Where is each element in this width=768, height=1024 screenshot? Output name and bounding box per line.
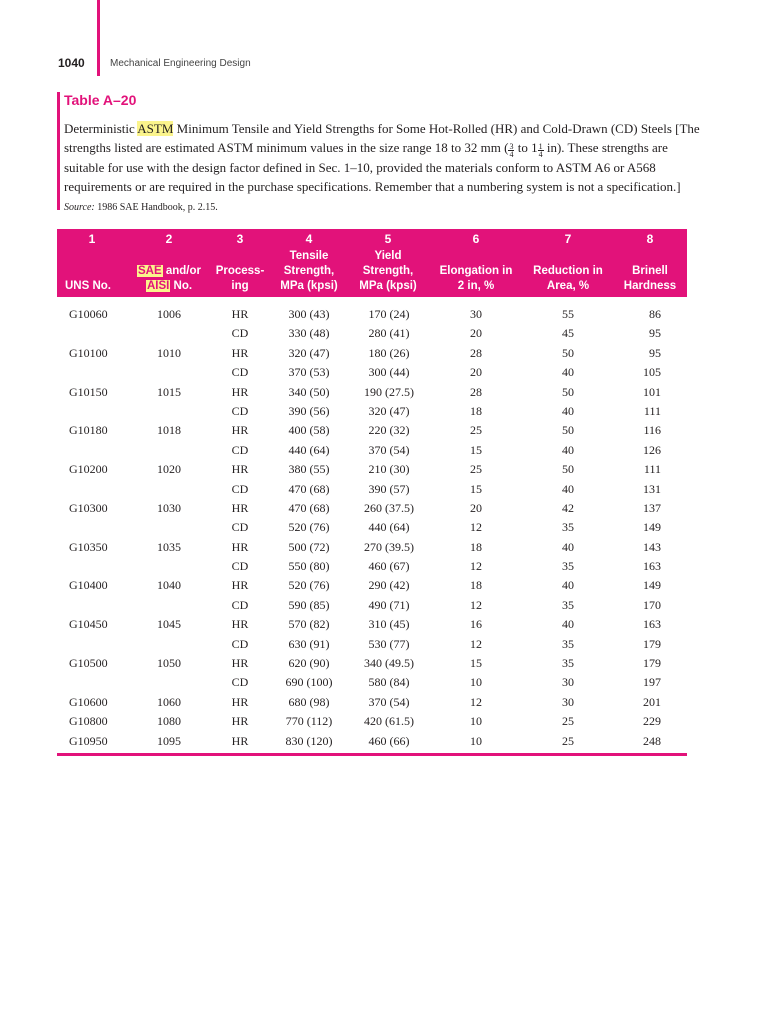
brinell-cell: 95 [649,326,661,341]
table-row [57,538,687,557]
tensile-cell: 320 (47) [288,345,330,360]
tensile-cell: 630 (91) [288,636,330,651]
tensile-cell: 550 (80) [288,559,330,574]
yield-cell: 340 (49.5) [364,656,414,671]
elongation-cell: 18 [470,539,482,554]
reduction-cell: 30 [562,694,574,709]
column-label-line: Tensile [289,250,329,262]
column-label [429,264,523,294]
column-label-line: 2 in, % [457,280,495,292]
column-label-line: Hardness [623,280,677,292]
elongation-cell: 15 [470,481,482,496]
fraction-numerator: 3 [509,142,514,151]
table-row [57,421,687,440]
brinell-cell: 86 [649,307,661,321]
table-row [57,480,687,499]
table-row [57,499,687,518]
reduction-cell: 35 [562,520,574,535]
table-row [57,732,687,751]
elongation-cell: 20 [470,500,482,515]
header-col-uns [57,229,127,297]
elongation-cell: 16 [470,617,482,632]
elongation-cell: 10 [470,714,482,729]
elongation-cell: 28 [470,384,482,399]
reduction-cell: 40 [562,403,574,418]
header-col-yield [347,229,429,297]
processing-cell: HR [231,578,249,593]
column-number: 4 [305,232,313,246]
uns-cell: G10500 [69,656,108,671]
reduction-cell: 45 [562,326,574,341]
tensile-cell: 470 (68) [288,481,330,496]
processing-cell: CD [231,597,249,612]
table-row [57,673,687,692]
uns-cell: G10600 [69,694,108,709]
table-label: Table A–20 [64,92,137,108]
table-row [57,518,687,537]
tensile-cell: 390 (56) [288,403,330,418]
table-row [57,363,687,382]
processing-cell: CD [231,636,249,651]
elongation-cell: 12 [470,636,482,651]
column-number: 8 [646,232,654,246]
column-label-line: MPa (kpsi) [280,280,338,292]
tensile-cell: 380 (55) [288,462,330,477]
tensile-cell: 300 (43) [288,307,330,321]
aisi-highlight: AISI [146,280,170,292]
uns-cell: G10200 [69,462,108,477]
sae-aisi-cell: 1018 [157,423,181,438]
tensile-cell: 330 (48) [288,326,330,341]
elongation-cell: 18 [470,578,482,593]
processing-cell: CD [231,675,249,690]
uns-cell: G10150 [69,384,108,399]
processing-cell: HR [231,384,249,399]
uns-cell: G10100 [69,345,108,360]
brinell-cell: 179 [643,636,661,651]
table-row [57,596,687,615]
sae-aisi-cell: 1050 [157,656,181,671]
yield-cell: 460 (67) [368,559,410,574]
column-number: 6 [472,232,480,246]
column-label [523,264,613,294]
column-number: 1 [88,232,96,246]
sae-aisi-cell: 1045 [157,617,181,632]
processing-cell: CD [231,520,249,535]
processing-cell: HR [231,423,249,438]
column-number: 7 [564,232,572,246]
sae-aisi-cell: 1095 [157,733,181,748]
reduction-cell: 25 [562,733,574,748]
reduction-cell: 35 [562,636,574,651]
elongation-cell: 30 [470,307,482,321]
reduction-cell: 40 [562,481,574,496]
brinell-cell: 149 [643,520,661,535]
processing-cell: HR [231,462,249,477]
table-row [57,693,687,712]
brinell-cell: 111 [643,403,661,418]
brinell-cell: 126 [643,442,661,457]
caption-text-2: Minimum Tensile and Yield Strengths for Some Hot-Rolled (HR) and Cold-Drawn (CD) Steels [The strengths listed are estimated ASTM minimum values in the size range 18 to 32 mm ( [64,121,700,155]
brinell-cell: 163 [643,559,661,574]
caption-source [64,202,218,213]
table-row [57,635,687,654]
sae-aisi-cell: 1015 [157,384,181,399]
fraction-denominator: 4 [509,150,514,159]
column-number: 3 [236,232,244,246]
column-label-line: Elongation in [439,265,513,277]
yield-cell: 580 (84) [368,675,410,690]
elongation-cell: 12 [470,520,482,535]
tensile-cell: 370 (53) [288,365,330,380]
reduction-cell: 35 [562,559,574,574]
brinell-cell: 116 [643,423,661,438]
reduction-cell: 40 [562,365,574,380]
brinell-cell: 105 [643,365,661,380]
table-row [57,460,687,479]
processing-cell: HR [231,714,249,729]
sae-aisi-cell: 1080 [157,714,181,729]
yield-cell: 320 (47) [368,403,410,418]
yield-cell: 460 (66) [368,733,410,748]
column-label [209,264,271,294]
header-col-brinell [613,229,687,297]
tensile-cell: 830 (120) [285,733,333,748]
tensile-cell: 770 (112) [285,714,333,729]
yield-cell: 370 (54) [368,442,410,457]
column-label [57,279,127,294]
column-label [271,249,347,294]
table-row [57,654,687,673]
brinell-cell: 111 [643,462,661,477]
uns-cell: G10060 [69,307,108,321]
yield-cell: 210 (30) [368,462,410,477]
yield-cell: 180 (26) [368,345,410,360]
uns-cell: G10950 [69,733,108,748]
source-text: 1986 SAE Handbook, p. 2.15. [94,202,218,213]
sae-aisi-cell: 1006 [157,307,181,321]
sae-aisi-cell: 1020 [157,462,181,477]
elongation-cell: 25 [470,423,482,438]
brinell-cell: 248 [643,733,661,748]
yield-cell: 300 (44) [368,365,410,380]
sae-aisi-cell: 1040 [157,578,181,593]
elongation-cell: 10 [470,733,482,748]
table-header [57,229,687,297]
yield-cell: 440 (64) [368,520,410,535]
table-row [57,615,687,634]
processing-cell: CD [231,365,249,380]
uns-cell: G10800 [69,714,108,729]
brinell-cell: 101 [643,384,661,399]
elongation-cell: 18 [470,403,482,418]
reduction-cell: 35 [562,656,574,671]
uns-cell: G10400 [69,578,108,593]
yield-cell: 260 (37.5) [364,500,414,515]
column-label-line: No. [170,280,193,292]
brinell-cell: 131 [643,481,661,496]
yield-cell: 290 (42) [368,578,410,593]
caption-highlight: ASTM [137,121,174,136]
elongation-cell: 25 [470,462,482,477]
tensile-cell: 690 (100) [285,675,333,690]
table-caption [64,119,704,217]
processing-cell: CD [231,559,249,574]
running-head: Mechanical Engineering Design [110,58,251,69]
reduction-cell: 35 [562,597,574,612]
brinell-cell: 149 [643,578,661,593]
column-label [347,249,429,294]
brinell-cell: 170 [643,597,661,612]
tensile-cell: 520 (76) [288,578,330,593]
sae-aisi-cell: 1060 [157,694,181,709]
reduction-cell: 50 [562,384,574,399]
processing-cell: HR [231,617,249,632]
table-row [57,305,687,324]
caption-to-text: to 1 [514,140,538,155]
tensile-cell: 590 (85) [288,597,330,612]
caption-side-rule [57,92,60,210]
caption-text-3: in). These strengths are suitable for use with the design factor defined in Sec. 1–10, provided the materials conform to ASTM A6 or A568 requirements or are required in the purchase specifications. Remember that a numbering system is not a specification.] [64,140,681,194]
yield-cell: 280 (41) [368,326,410,341]
elongation-cell: 10 [470,675,482,690]
column-label-line: Yield [374,250,402,262]
column-number: 2 [165,232,173,246]
page-number: 1040 [58,56,85,70]
processing-cell: HR [231,694,249,709]
reduction-cell: 50 [562,345,574,360]
sae-aisi-cell: 1030 [157,500,181,515]
column-label-line: Brinell [632,265,668,277]
elongation-cell: 15 [470,442,482,457]
brinell-cell: 163 [643,617,661,632]
column-label [613,264,687,294]
yield-cell: 310 (45) [368,617,410,632]
processing-cell: HR [231,345,249,360]
column-label-line: Strength, [283,265,335,277]
elongation-cell: 12 [470,694,482,709]
reduction-cell: 40 [562,578,574,593]
fraction-numerator: 1 [538,142,543,151]
yield-cell: 370 (54) [368,694,410,709]
steel-strength-table [57,229,687,756]
column-label-line: Process- [215,265,265,277]
yield-cell: 170 (24) [368,307,410,321]
sae-aisi-cell: 1035 [157,539,181,554]
tensile-cell: 400 (58) [288,423,330,438]
table-row [57,402,687,421]
yield-cell: 190 (27.5) [364,384,414,399]
column-label-line: Reduction in [533,265,603,277]
uns-cell: G10180 [69,423,108,438]
reduction-cell: 30 [562,675,574,690]
header-col-processing [209,229,271,297]
sae-highlight: SAE [138,265,162,277]
yield-cell: 220 (32) [368,423,410,438]
caption-text-1: Deterministic [64,121,138,136]
uns-cell: G10450 [69,617,108,632]
yield-cell: 420 (61.5) [364,714,414,729]
elongation-cell: 20 [470,365,482,380]
column-label-line: MPa (kpsi) [359,280,417,292]
brinell-cell: 143 [643,539,661,554]
table-row [57,344,687,363]
uns-cell: G10300 [69,500,108,515]
processing-cell: HR [231,307,249,321]
processing-cell: CD [231,403,249,418]
reduction-cell: 42 [562,500,574,515]
processing-cell: HR [231,656,249,671]
uns-cell: G10350 [69,539,108,554]
yield-cell: 490 (71) [368,597,410,612]
column-label [129,264,209,294]
column-label-line: Area, % [546,280,590,292]
table-row [57,557,687,576]
processing-cell: CD [231,326,249,341]
header-col-elongation [429,229,523,297]
fraction-denominator: 4 [538,150,543,159]
column-number: 5 [384,232,392,246]
brinell-cell: 229 [643,714,661,729]
yield-cell: 530 (77) [368,636,410,651]
header-col-sae-aisi [129,229,209,297]
top-rule [97,0,100,76]
column-label-line: ing [231,280,249,292]
brinell-cell: 137 [643,500,661,515]
tensile-cell: 680 (98) [288,694,330,709]
yield-cell: 270 (39.5) [364,539,414,554]
brinell-cell: 179 [643,656,661,671]
processing-cell: CD [231,481,249,496]
header-col-tensile [271,229,347,297]
reduction-cell: 55 [562,307,574,321]
table-row [57,576,687,595]
elongation-cell: 12 [470,559,482,574]
table-row [57,712,687,731]
elongation-cell: 15 [470,656,482,671]
sae-aisi-cell: 1010 [157,345,181,360]
reduction-cell: 50 [562,423,574,438]
source-label: Source: [64,202,95,213]
yield-cell: 390 (57) [368,481,410,496]
tensile-cell: 520 (76) [288,520,330,535]
tensile-cell: 470 (68) [288,500,330,515]
table-row [57,441,687,460]
column-label-line: UNS No. [65,280,111,292]
elongation-cell: 20 [470,326,482,341]
tensile-cell: 440 (64) [288,442,330,457]
tensile-cell: 620 (90) [288,656,330,671]
reduction-cell: 40 [562,539,574,554]
reduction-cell: 40 [562,617,574,632]
reduction-cell: 25 [562,714,574,729]
processing-cell: HR [231,539,249,554]
table-bottom-rule [57,753,687,756]
table-body [57,305,687,751]
reduction-cell: 50 [562,462,574,477]
elongation-cell: 12 [470,597,482,612]
elongation-cell: 28 [470,345,482,360]
tensile-cell: 340 (50) [288,384,330,399]
header-col-reduction [523,229,613,297]
tensile-cell: 500 (72) [288,539,330,554]
processing-cell: HR [231,733,249,748]
tensile-cell: 570 (82) [288,617,330,632]
processing-cell: CD [231,442,249,457]
processing-cell: HR [231,500,249,515]
column-label-line: Strength, [362,265,414,277]
brinell-cell: 95 [649,345,661,360]
brinell-cell: 197 [643,675,661,690]
brinell-cell: 201 [643,694,661,709]
table-row [57,324,687,343]
reduction-cell: 40 [562,442,574,457]
table-row [57,383,687,402]
column-label-line: and/or [162,265,201,277]
